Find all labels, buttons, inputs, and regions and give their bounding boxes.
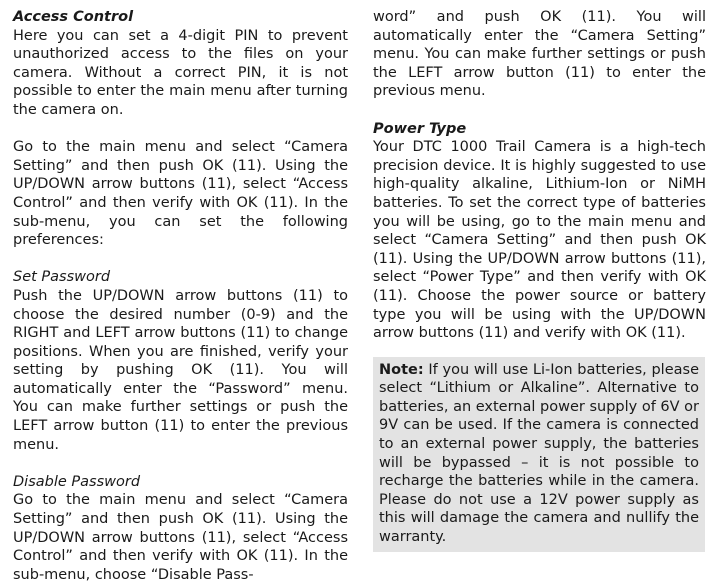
power-type-heading: Power Type: [373, 120, 467, 137]
disable-password-heading: Disable Password: [13, 473, 141, 490]
note-box: [373, 357, 705, 552]
set-password-body: Push the UP/DOWN arrow buttons (11) to choose the desired number (0-9) and the RIGHT and LEFT arrow buttons (11) to change positions. When you are finished, verify your setting by pushing OK (11). You will automatically enter the “Password” menu. You can make further settings or push the LEFT arrow button (11) to enter the previous menu.: [13, 287, 348, 453]
left-column: [13, 8, 348, 584]
access-control-intro: Here you can set a 4-digit PIN to prevent unauthorized access to the files on your camera. Without a correct PIN, it is not possible to enter the main menu after turning the camera on.: [13, 27, 348, 118]
access-control-heading: Access Control: [13, 9, 134, 25]
note-body: If you will use Li-Ion batteries, please select “Lithium or Alkaline”. Alternative to batteries, an external power supply of 6V or 9V can be used. If the camera is connected to an external power supply, the batteries will be bypassed – it is not possible to recharge the batteries while in the camera. Please do not use a 12V power supply as this will damage the camera and nullify the warranty.: [379, 361, 699, 546]
disable-password-body: Go to the main menu and select “Camera Setting” and then push OK (11). Using the UP/DOWN arrow buttons (11), select “Access Control” and then verify with OK (11). In the sub-menu, choose “Disable Pass-: [13, 492, 348, 583]
access-control-steps: Go to the main menu and select “Camera Setting” and then push OK (11). Using the UP/DOWN arrow buttons (11), select “Access Control” and then verify with OK (11). In the sub-menu, you can set the following preferences:: [13, 139, 348, 249]
set-password-heading: Set Password: [13, 269, 111, 286]
disable-password-continuation: word” and push OK (11). You will automatically enter the “Camera Setting” menu. You can make further settings or push the LEFT arrow button (11) to enter the previous menu.: [373, 9, 706, 100]
note-label: Note:: [379, 361, 424, 378]
power-type-body: Your DTC 1000 Trail Camera is a high-tech precision device. It is highly suggested to use high-quality alkaline, Lithium-Ion or NiMH batteries. To set the correct type of batteries you will be using, go to the main menu and select “Camera Setting” and then push OK (11). Using the UP/DOWN arrow buttons (11), select “Power Type” and then verify with OK (11). Choose the power source or battery type you will be using with the UP/DOWN arrow buttons (11) and verify with OK (11).: [373, 139, 706, 342]
right-column: [373, 8, 706, 552]
